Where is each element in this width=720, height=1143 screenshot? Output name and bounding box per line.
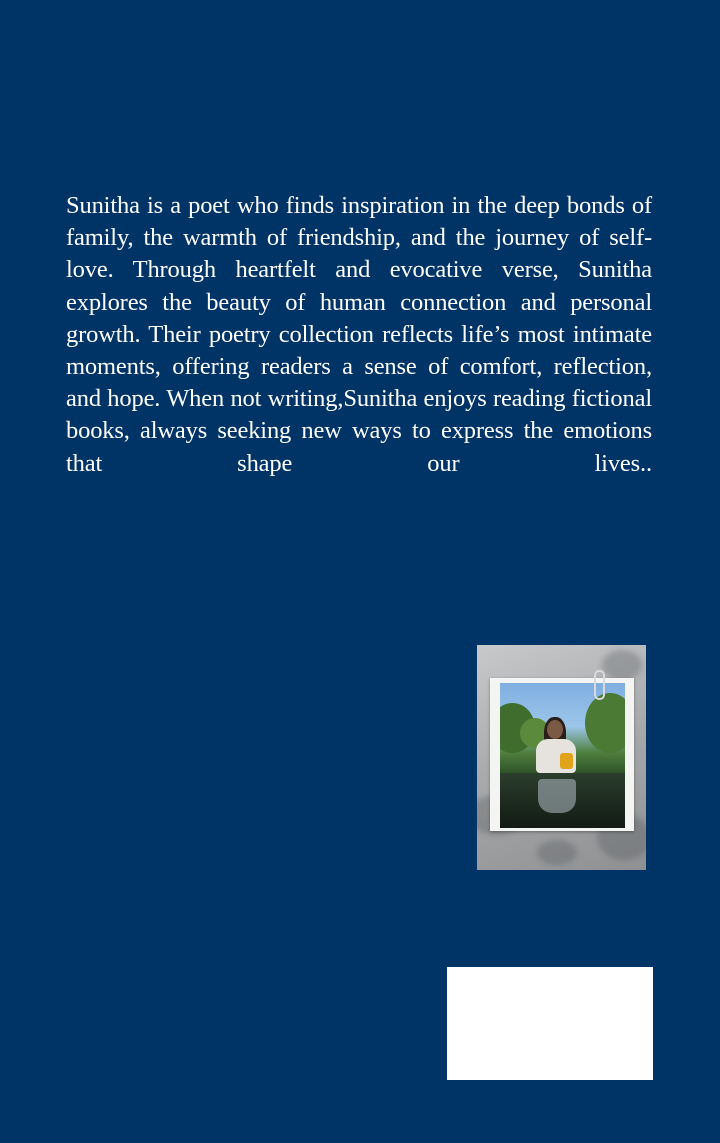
person-head <box>547 720 563 739</box>
portrait-snapshot <box>500 683 625 828</box>
leaf-shadow <box>537 840 577 865</box>
tree <box>585 693 625 753</box>
polaroid-frame <box>490 678 634 831</box>
cup <box>560 753 573 769</box>
author-bio: Sunitha is a poet who finds inspiration in the deep bonds of family, the warmth of friendship, and the journey of self-love. Through heartfelt and evocative verse, Sunitha explores the beauty of human connection and personal growth. Their poetry collection reflects life’s most intimate moments, offering readers a sense of comfort, reflection, and hope. When not writing,Sunitha enjoys reading fictional books, always seeking new ways to express the emotions that shape our lives.. <box>66 192 652 477</box>
paperclip-icon <box>594 670 605 700</box>
person-reflection <box>538 779 576 813</box>
barcode-area <box>447 967 653 1080</box>
leaf-shadow <box>602 650 642 680</box>
author-photo <box>477 645 646 870</box>
